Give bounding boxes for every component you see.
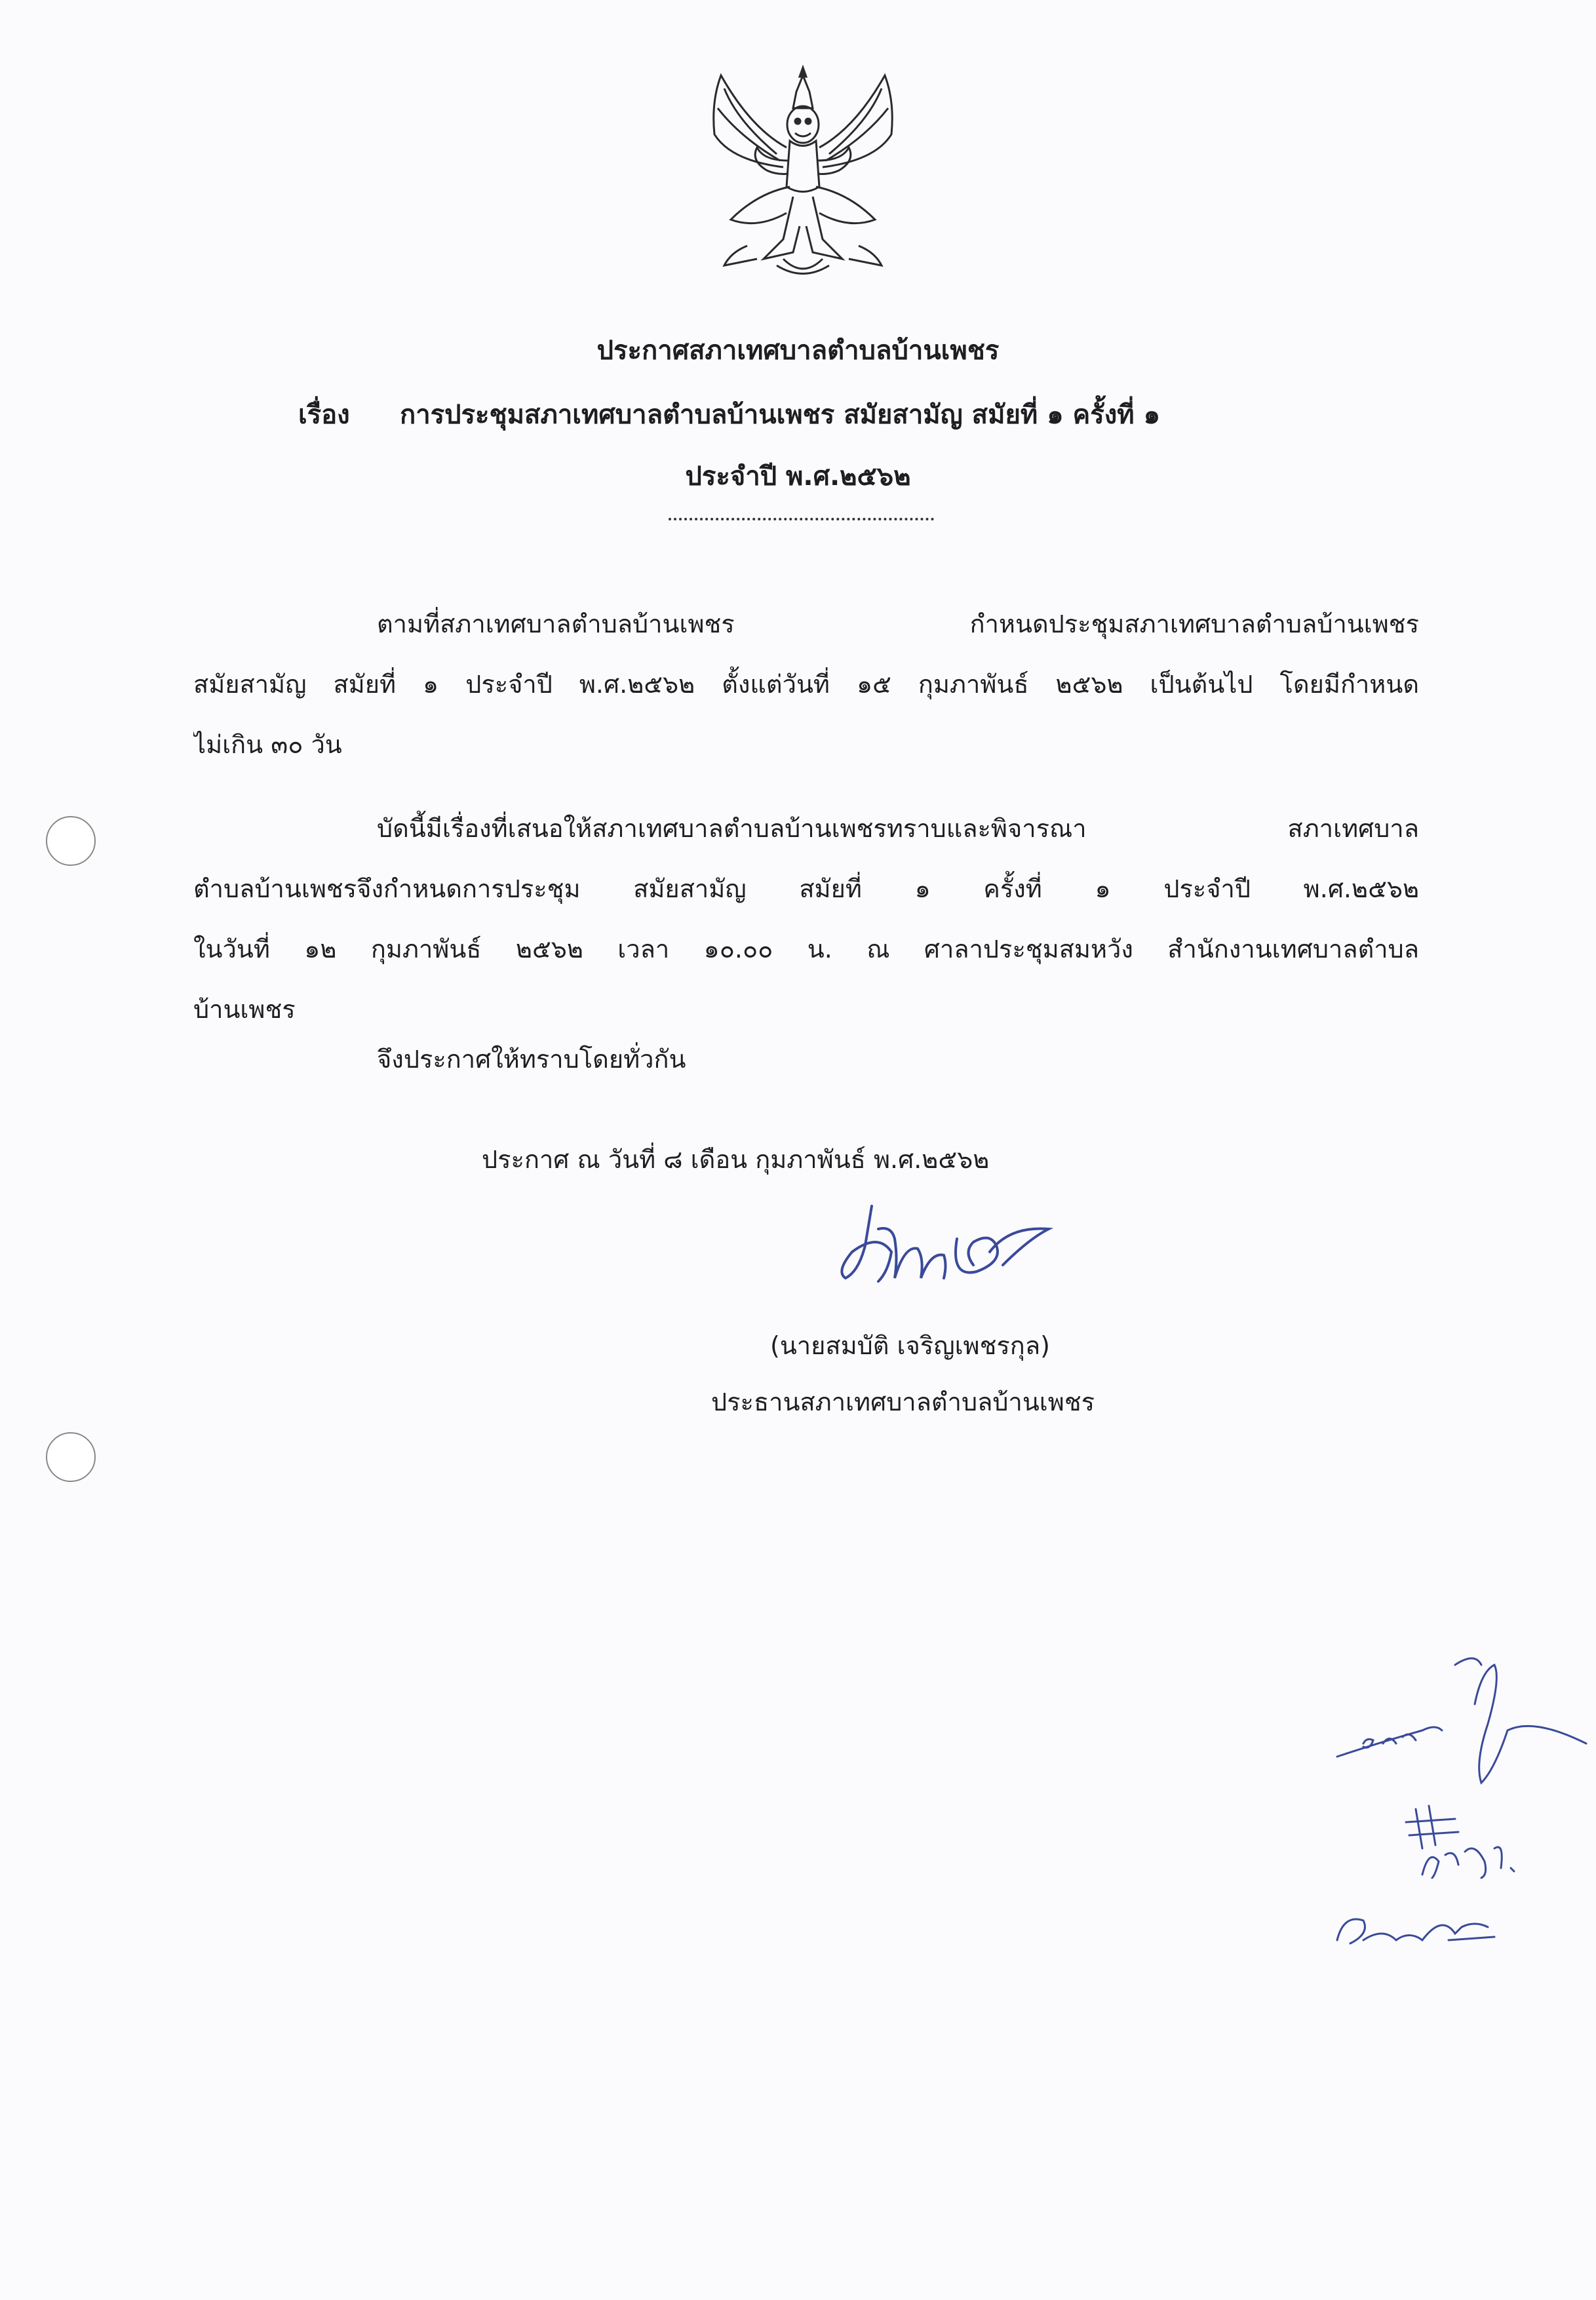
paragraph-line: ในวันที่ ๑๒ กุมภาพันธ์ ๒๕๖๒ เวลา ๑๐.๐๐ น. ณ ศาลาประชุมสมหวัง สำนักงานเทศบาลตำบล — [193, 935, 1419, 964]
garuda-emblem-icon — [685, 62, 921, 285]
punch-hole — [46, 816, 96, 866]
dotted-divider — [669, 518, 934, 520]
initials-marks-icon — [1324, 1652, 1596, 1966]
paragraph-line: สมัยสามัญ สมัยที่ ๑ ประจำปี พ.ศ.๒๕๖๒ ตั้งแต่วันที่ ๑๕ กุมภาพันธ์ ๒๕๖๒ เป็นต้นไป โดยมีกำหนด — [193, 670, 1419, 699]
paragraph-line: ตามที่สภาเทศบาลตำบลบ้านเพชร กำหนดประชุมสภาเทศบาลตำบลบ้านเพชร — [377, 610, 1419, 638]
subject-year: ประจำปี พ.ศ.๒๕๖๒ — [685, 461, 911, 492]
announcement-heading: ประกาศสภาเทศบาลตำบลบ้านเพชร — [596, 336, 1000, 366]
subject-text: การประชุมสภาเทศบาลตำบลบ้านเพชร สมัยสามัญ สมัยที่ ๑ ครั้งที่ ๑ — [400, 400, 1160, 430]
paragraph-line: บ้านเพชร — [193, 995, 296, 1024]
subject-label: เรื่อง — [298, 400, 350, 430]
announcement-date: ประกาศ ณ วันที่ ๘ เดือน กุมภาพันธ์ พ.ศ.๒๕๖๒ — [482, 1145, 990, 1174]
paragraph-2 — [193, 798, 1419, 1040]
handwritten-signature-icon — [832, 1199, 1055, 1298]
punch-hole — [46, 1432, 96, 1482]
announcement-closing: จึงประกาศให้ทราบโดยทั่วกัน — [377, 1045, 686, 1074]
paragraph-line: บัดนี้มีเรื่องที่เสนอให้สภาเทศบาลตำบลบ้านเพชรทราบและพิจารณา สภาเทศบาล — [377, 814, 1419, 843]
signer-name: (นายสมบัติ เจริญเพชรกุล) — [770, 1331, 1050, 1360]
paragraph-line: ตำบลบ้านเพชรจึงกำหนดการประชุม สมัยสามัญ สมัยที่ ๑ ครั้งที่ ๑ ประจำปี พ.ศ.๒๕๖๒ — [193, 874, 1419, 903]
signer-position: ประธานสภาเทศบาลตำบลบ้านเพชร — [711, 1388, 1095, 1416]
paragraph-1 — [193, 594, 1419, 775]
paragraph-line: ไม่เกิน ๓๐ วัน — [193, 730, 342, 759]
